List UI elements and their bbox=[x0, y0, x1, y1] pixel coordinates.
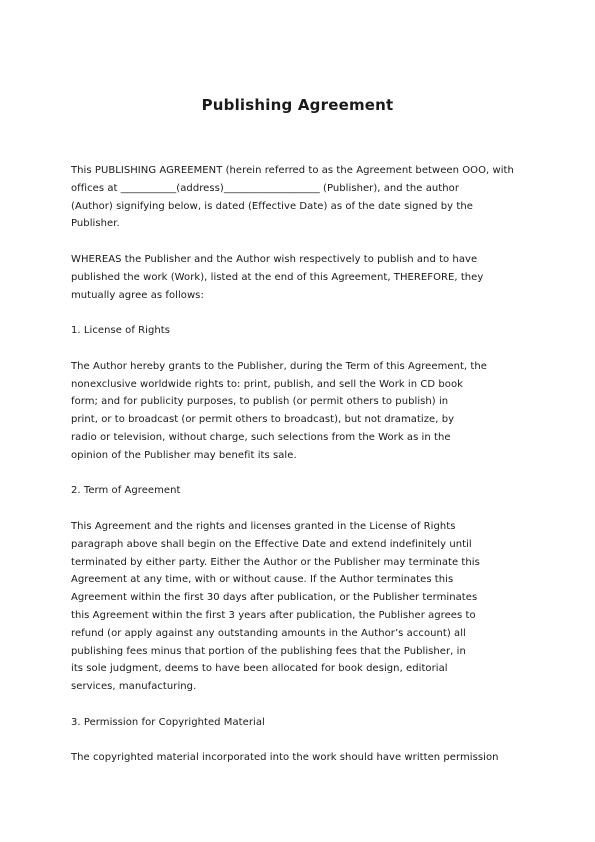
text-line: form; and for publicity purposes, to publish (or permit others to publish) in bbox=[71, 396, 449, 408]
text-line: published the work (Work), listed at the end of this Agreement, THEREFORE, they bbox=[71, 271, 484, 283]
text-line: mutually agree as follows: bbox=[71, 289, 204, 301]
section-heading: 3. Permission for Copyrighted Material bbox=[71, 716, 265, 728]
text-line: this Agreement within the first 3 years after publication, the Publisher agrees to bbox=[71, 609, 476, 621]
text-line: nonexclusive worldwide rights to: print, publish, and sell the Work in CD book bbox=[71, 378, 463, 390]
text-line: refund (or apply against any outstanding amounts in the Author’s account) all bbox=[71, 627, 466, 639]
text-line: Agreement within the first 30 days after publication, or the Publisher terminates bbox=[71, 592, 478, 604]
intro-paragraph bbox=[71, 162, 527, 233]
text-line: offices at ___________(address)___________________ (Publisher), and the author bbox=[71, 182, 459, 194]
text-line: opinion of the Publisher may benefit its sale. bbox=[71, 449, 297, 461]
document-title: Publishing Agreement bbox=[201, 96, 394, 114]
text-line: This PUBLISHING AGREEMENT (herein referred to as the Agreement between OOO, with bbox=[71, 165, 514, 176]
section-heading: 1. License of Rights bbox=[71, 325, 170, 337]
text-line: publishing fees minus that portion of the publishing fees that the Publisher, in bbox=[71, 645, 466, 657]
section-3 bbox=[71, 714, 527, 767]
text-line: The copyrighted material incorporated into the work should have written permission bbox=[71, 752, 499, 764]
text-line: The Author hereby grants to the Publisher, during the Term of this Agreement, the bbox=[71, 360, 487, 372]
text-line: services, manufacturing. bbox=[71, 681, 197, 693]
section-1 bbox=[71, 322, 527, 464]
section-2 bbox=[71, 482, 527, 696]
text-line: terminated by either party. Either the Author or the Publisher may terminate this bbox=[71, 556, 480, 568]
section-heading: 2. Term of Agreement bbox=[71, 485, 181, 497]
document-body bbox=[71, 162, 527, 767]
text-line: Publisher. bbox=[71, 218, 120, 230]
text-line: its sole judgment, deems to have been allocated for book design, editorial bbox=[71, 663, 448, 675]
text-line: print, or to broadcast (or permit others to broadcast), but not dramatize, by bbox=[71, 414, 455, 426]
text-line: radio or television, without charge, such selections from the Work as in the bbox=[71, 431, 451, 443]
whereas-paragraph bbox=[71, 251, 527, 304]
text-line: paragraph above shall begin on the Effective Date and extend indefinitely until bbox=[71, 538, 472, 550]
text-line: (Author) signifying below, is dated (Effective Date) as of the date signed by the bbox=[71, 200, 473, 212]
text-line: Agreement at any time, with or without cause. If the Author terminates this bbox=[71, 574, 454, 586]
text-line: This Agreement and the rights and licenses granted in the License of Rights bbox=[71, 520, 456, 532]
text-line: WHEREAS the Publisher and the Author wish respectively to publish and to have bbox=[71, 253, 478, 265]
